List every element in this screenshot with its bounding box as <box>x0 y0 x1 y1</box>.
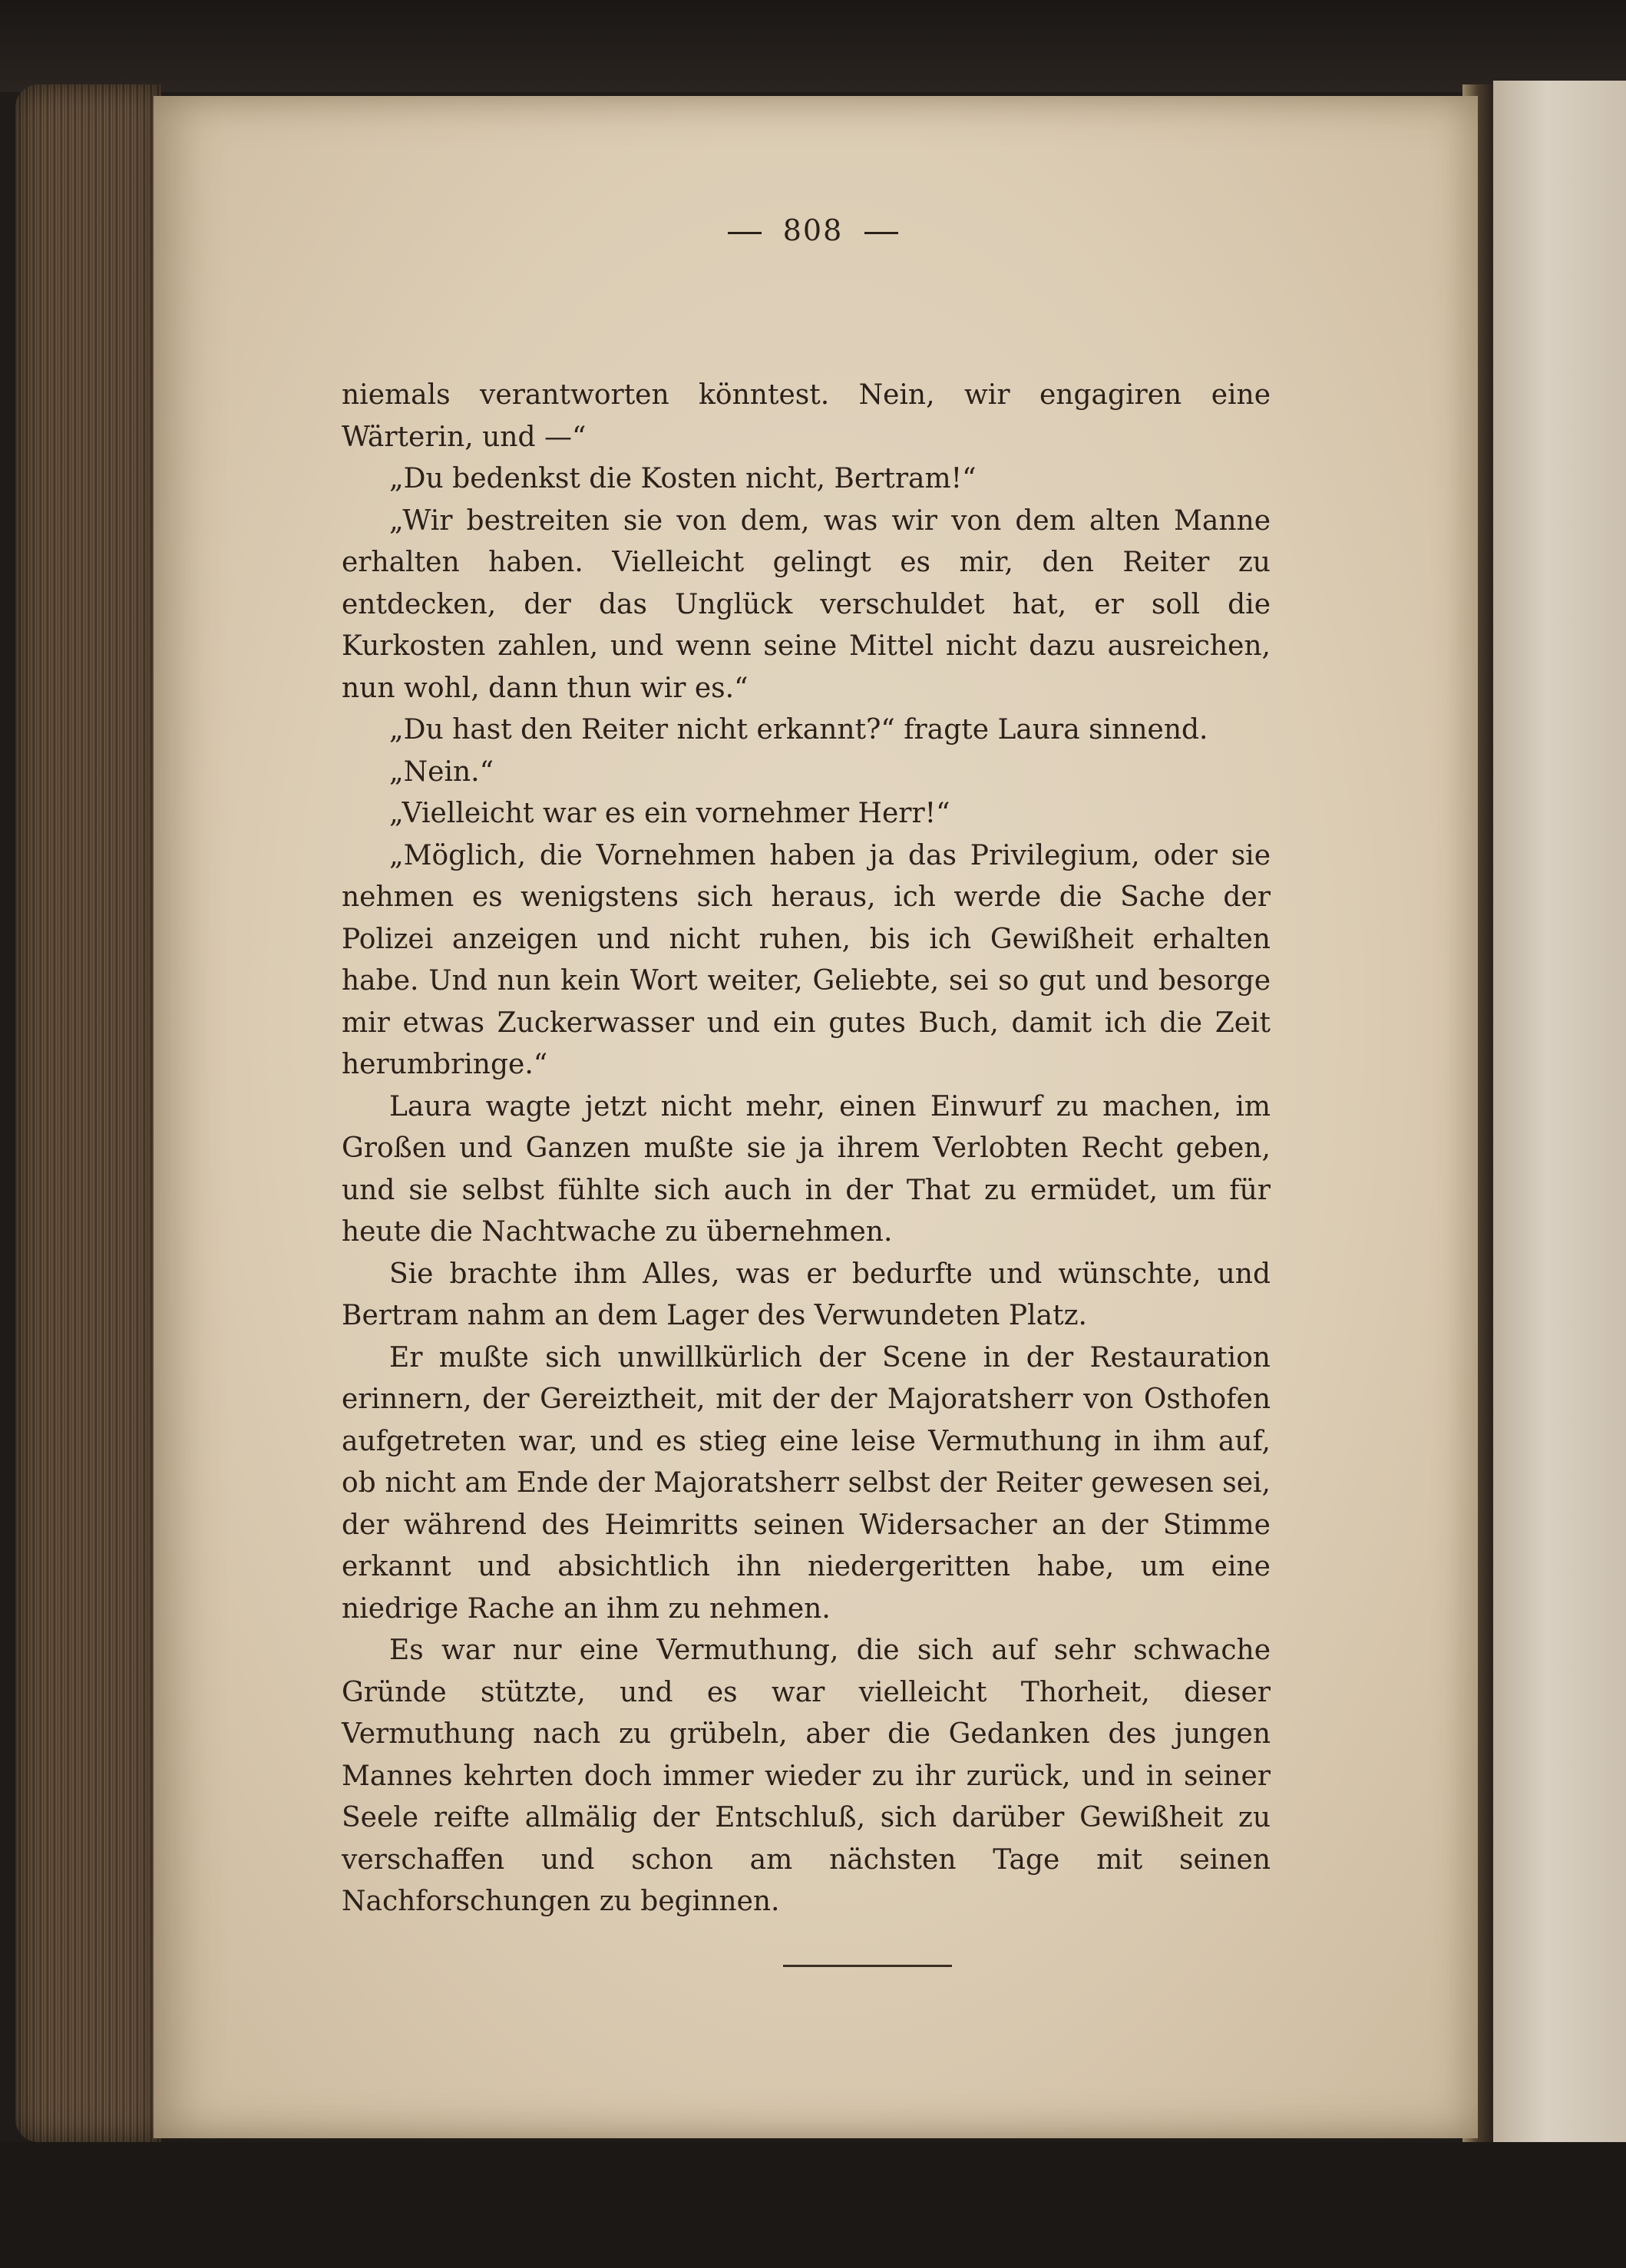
paragraph: Sie brachte ihm Alles, was er bedurfte und wünschte, und Bertram nahm an dem Lager des Verwundeten Platz. <box>342 1258 1271 1331</box>
page-number: 808 <box>782 213 844 247</box>
page-header <box>0 213 1626 247</box>
book-page-edges <box>15 84 161 2142</box>
scan-background-top <box>0 0 1626 92</box>
paragraph: Es war nur eine Vermuthung, die sich auf sehr schwache Gründe stützte, und es war vielleicht Thorheit, dieser Vermuthung nach zu grübeln, aber die Gedanken des jungen Mannes kehrten doch immer wieder zu ihr zurück, und in seiner Seele reifte allmälig der Entschluß, sich darüber Gewißheit zu verschaffen und schon am nächsten Tage mit seinen Nachforschungen zu beginnen. <box>342 1635 1271 1917</box>
paragraph: „Wir bestreiten sie von dem, was wir von dem alten Manne erhalten haben. Vielleicht gelingt es mir, den Reiter zu entdecken, der das Unglück verschuldet hat, er soll die Kurkosten zahlen, und wenn seine Mittel nicht dazu ausreichen, nun wohl, dann thun wir es.“ <box>342 504 1271 704</box>
paragraph: „Du hast den Reiter nicht erkannt?“ fragte Laura sinnend. <box>389 714 1208 746</box>
paragraph: „Möglich, die Vornehmen haben ja das Privilegium, oder sie nehmen es wenigstens sich heraus, ich werde die Sache der Polizei anzeigen und nicht ruhen, bis ich Gewißheit erhalten habe. Und nun kein Wort weiter, Geliebte, sei so gut und besorge mir etwas Zuckerwasser und ein gutes Buch, damit ich die Zeit herumbringe.“ <box>342 839 1271 1080</box>
paragraph: niemals verantworten könntest. Nein, wir engagiren eine Wärterin, und —“ <box>342 379 1271 453</box>
paragraph: Laura wagte jetzt nicht mehr, einen Einwurf zu machen, im Großen und Ganzen mußte sie ja ihrem Verlobten Recht geben, und sie selbst fühlte sich auch in der That zu ermüdet, um für heute die Nachtwache zu übernehmen. <box>342 1090 1271 1248</box>
header-dash-left <box>728 232 762 234</box>
chapter-end-rule <box>783 1965 952 1967</box>
facing-page-edge <box>1493 81 1626 2154</box>
paragraph: Er mußte sich unwillkürlich der Scene in der Restauration erinnern, der Gereiztheit, mit der der Majoratsherr von Osthofen aufgetreten war, und es stieg eine leise Vermuthung in ihm auf, ob nicht am Ende der Majoratsherr selbst der Reiter gewesen sei, der während des Heimritts seinen Widersacher an der Stimme erkannt und absichtlich ihn niedergeritten habe, um eine niedrige Rache an ihm zu nehmen. <box>342 1341 1271 1625</box>
paragraph: „Vielleicht war es ein vornehmer Herr!“ <box>389 798 950 829</box>
header-dash-right <box>864 232 898 234</box>
body-text <box>342 375 1271 1923</box>
paragraph: „Nein.“ <box>389 755 494 788</box>
paragraph: „Du bedenkst die Kosten nicht, Bertram!“ <box>389 463 977 494</box>
scan-background-bottom <box>0 2142 1626 2268</box>
